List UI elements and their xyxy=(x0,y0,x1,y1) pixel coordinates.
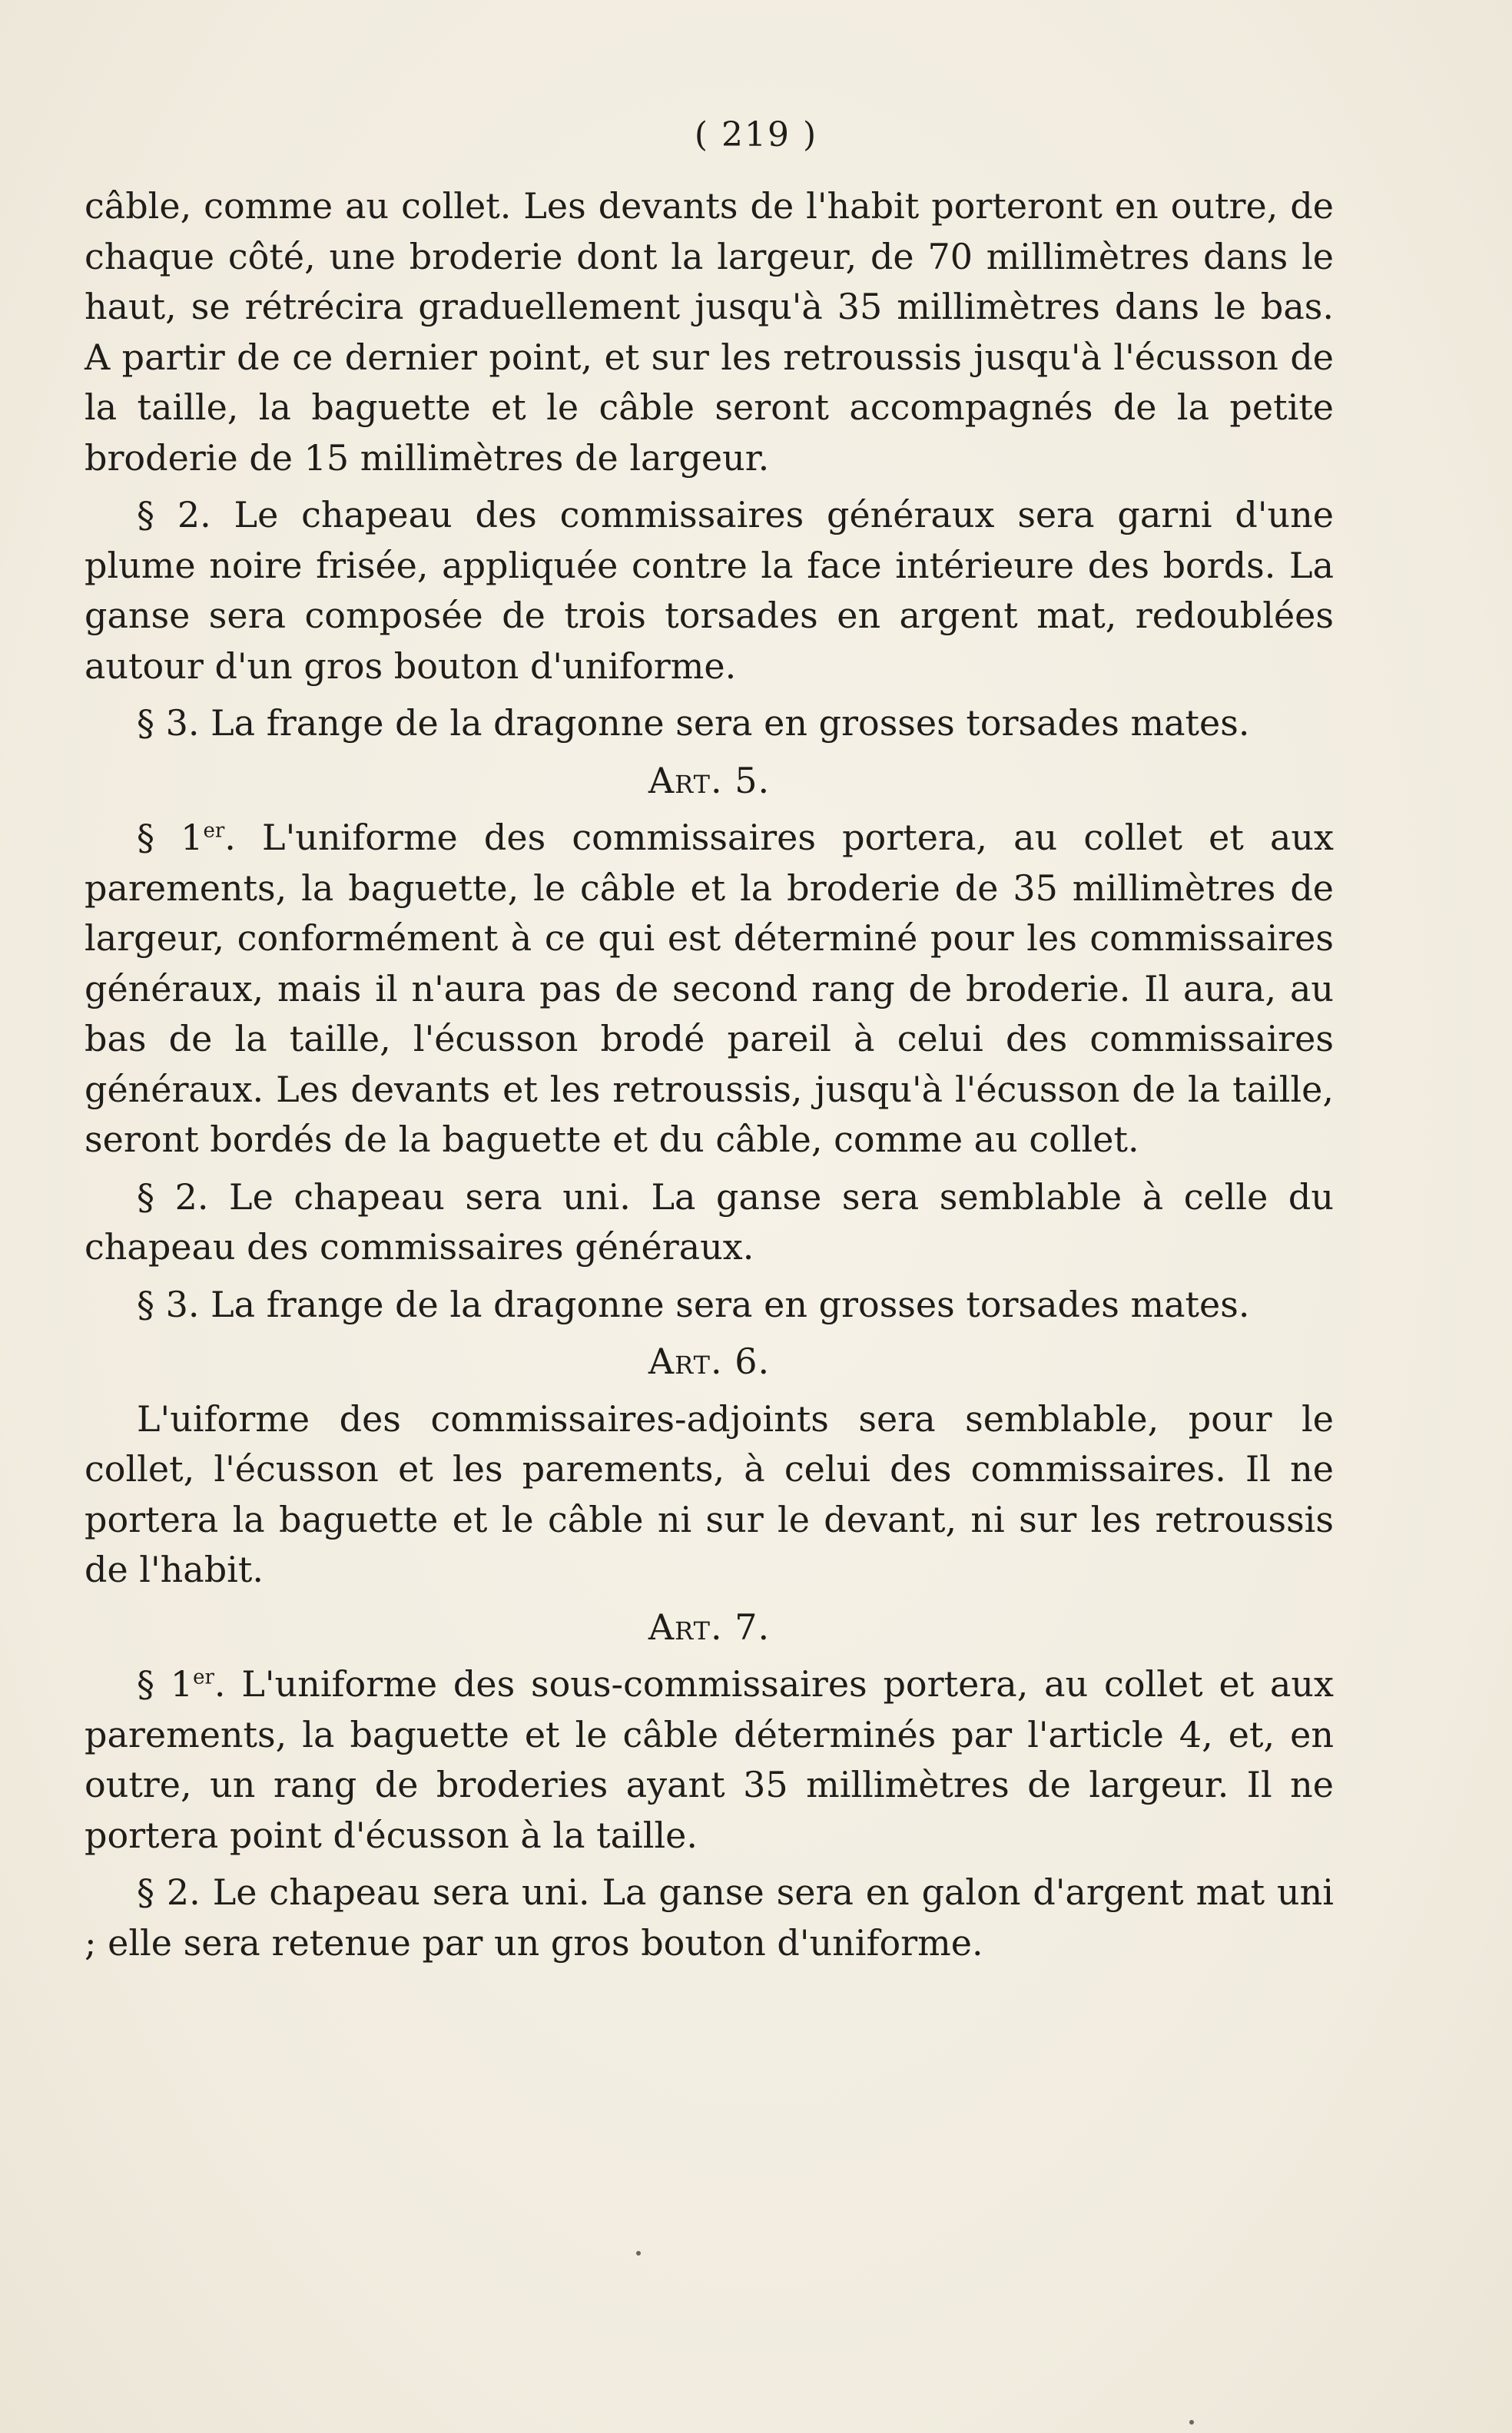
paragraph xyxy=(85,1659,1334,1861)
paragraph: § 3. La frange de la dragonne sera en grosses torsades mates. xyxy=(137,702,1250,744)
section-marker: § 1 xyxy=(137,817,204,858)
superscript: er xyxy=(203,819,225,843)
article-heading: Art. 7. xyxy=(648,1606,771,1648)
paragraph: § 3. La frange de la dragonne sera en grosses torsades mates. xyxy=(137,1283,1250,1325)
paragraph: L'uiforme des commissaires-adjoints sera semblable, pour le collet, l'écusson et les parements, à celui des commissaires. Il ne portera la baguette et le câble ni sur le devant, ni sur les retroussis de l'habit. xyxy=(85,1397,1334,1590)
paper-speck xyxy=(1189,2420,1194,2425)
paragraph-text: . L'uniforme des sous-commissaires portera, au collet et aux parements, la baguette et le câble déterminés par l'article 4, et, en outre, un rang de broderies ayant 35 millimètres de largeur. Il ne portera point d'écusson à la taille. xyxy=(85,1663,1334,1856)
paragraph: § 2. Le chapeau sera uni. La ganse sera semblable à celle du chapeau des commissaires généraux. xyxy=(85,1175,1334,1268)
paragraph: § 2. Le chapeau sera uni. La ganse sera en galon d'argent mat uni ; elle sera retenue par un gros bouton d'uniforme. xyxy=(85,1871,1334,1964)
paragraph: câble, comme au collet. Les devants de l'habit porteront en outre, de chaque côté, une broderie dont la largeur, de 70 millimètres dans le haut, se rétrécira graduellement jusqu'à 35 millimètres dans le bas. A partir de ce dernier point, et sur les retroussis jusqu'à l'écusson de la taille, la baguette et le câble seront accompagnés de la petite broderie de 15 millimètres de largeur. xyxy=(85,185,1334,479)
article-heading: Art. 5. xyxy=(648,759,771,801)
paper-speck xyxy=(636,2251,641,2256)
article-heading: Art. 6. xyxy=(648,1341,771,1382)
page-number: ( 219 ) xyxy=(694,115,818,154)
section-marker: § 1 xyxy=(137,1663,194,1705)
page-body xyxy=(85,181,1334,1975)
superscript: er xyxy=(193,1666,214,1689)
paragraph-text: . L'uniforme des commissaires portera, au collet et aux parements, la baguette, le câble et la broderie de 35 millimètres de largeur, conformément à ce qui est déterminé pour les commissaires généraux, mais il n'aura pas de second rang de broderie. Il aura, au bas de la taille, l'écusson brodé pareil à celui des commissaires généraux. Les devants et les retroussis, jusqu'à l'écusson de la taille, seront bordés de la baguette et du câble, comme au collet. xyxy=(85,817,1334,1160)
paragraph xyxy=(85,813,1334,1165)
paragraph: § 2. Le chapeau des commissaires généraux sera garni d'une plume noire frisée, appliquée contre la face intérieure des bords. La ganse sera composée de trois torsades en argent mat, redoublées autour d'un gros bouton d'uniforme. xyxy=(85,494,1334,687)
